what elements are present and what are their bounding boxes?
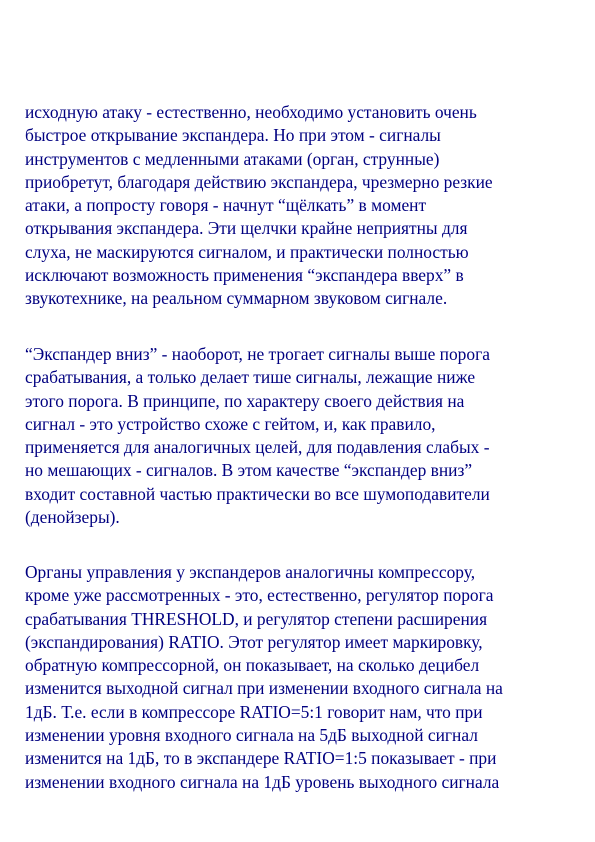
text-line: Органы управления у экспандеров аналогичны компрессору,: [25, 562, 476, 582]
text-line: приобретут, благодаря действию экспандера, чрезмерно резкие: [25, 171, 493, 192]
text-line: слуха, не маскируются сигналом, и практически полностью: [25, 241, 469, 262]
paragraph: [25, 343, 575, 529]
text-line: (денойзеры).: [25, 507, 120, 528]
text-line: звукотехнике, на реальном суммарном звуковом сигнале.: [25, 288, 448, 309]
text-line: срабатывания THRESHOLD, и регулятор степени расширения: [25, 608, 488, 629]
text-line: входит составной частью практически во все шумоподавители: [25, 483, 490, 504]
paragraph: [25, 561, 575, 794]
text-line: изменении входного сигнала на 1дБ уровень выходного сигнала: [25, 771, 500, 792]
text-line: кроме уже рассмотренных - это, естественно, регулятор порога: [25, 585, 494, 606]
text-line: исключают возможность применения “экспандера вверх” в: [25, 265, 464, 286]
text-line: обратную компрессорной, он показывает, на сколько децибел: [25, 655, 480, 676]
text-line: исходную атаку - естественно, необходимо установить очень: [25, 102, 477, 122]
text-line: (экспандирования) RATIO. Этот регулятор имеет маркировку,: [25, 631, 483, 652]
text-line: изменении уровня входного сигнала на 5дБ выходной сигнал: [25, 725, 478, 746]
text-line: изменится выходной сигнал при изменении входного сигнала на: [25, 678, 503, 699]
text-line: сигнал - это устройство схоже с гейтом, и, как правило,: [25, 413, 436, 434]
text-line: этого порога. В принципе, по характеру своего действия на: [25, 390, 465, 411]
text-line: инструментов с медленными атаками (орган, струнные): [25, 148, 440, 169]
text-line: быстрое открывание экспандера. Но при этом - сигналы: [25, 125, 441, 146]
text-line: но мешающих - сигналов. В этом качестве “экспандер вниз”: [25, 460, 473, 481]
paragraph: [25, 101, 575, 311]
text-line: 1дБ. Т.е. если в компрессоре RATIO=5:1 говорит нам, что при: [25, 701, 483, 722]
text-line: “Экспандер вниз” - наоборот, не трогает сигналы выше порога: [25, 344, 490, 364]
text-line: открывания экспандера. Эти щелчки крайне неприятны для: [25, 218, 468, 239]
text-line: применяется для аналогичных целей, для подавления слабых -: [25, 437, 490, 458]
text-line: атаки, а попросту говоря - начнут “щёлкать” в момент: [25, 195, 427, 216]
text-line: срабатывания, а только делает тише сигналы, лежащие ниже: [25, 367, 476, 388]
text-line: изменится на 1дБ, то в экспандере RATIO=1:5 показывает - при: [25, 748, 497, 769]
